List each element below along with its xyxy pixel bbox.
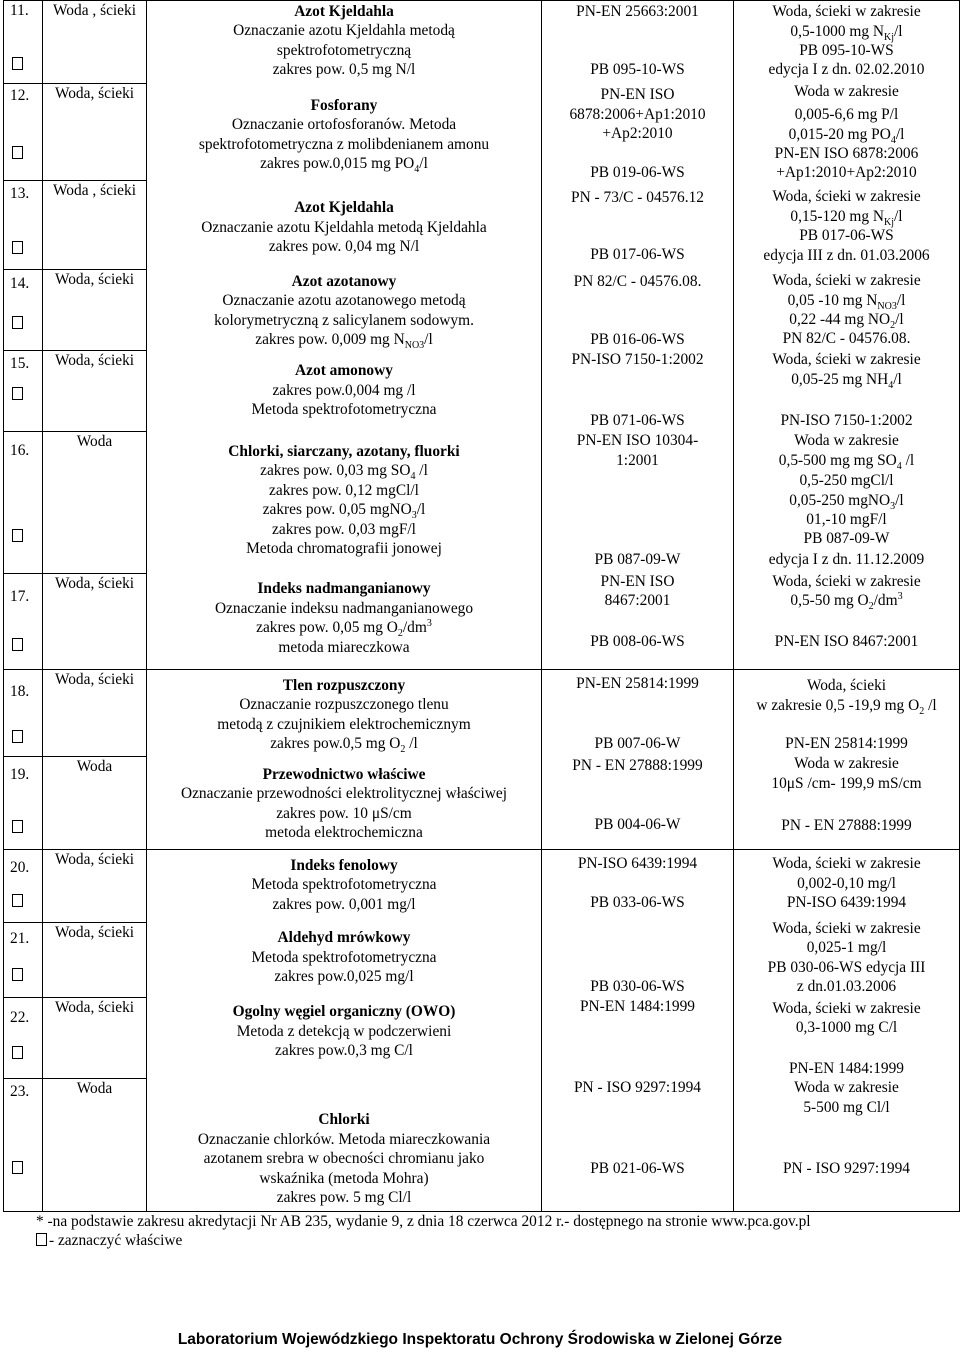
method-title: Przewodnictwo właściwe (262, 766, 426, 783)
page-footer: Laboratorium Wojewódzkiego Inspektoratu Ochrony Środowiska w Zielonej Górze (177, 1331, 783, 1348)
standard-line: PB 004-06-W (594, 816, 681, 833)
method-line: Oznaczanie rozpuszczonego tlenu (239, 696, 449, 713)
table-row (4, 850, 960, 923)
standard-line: PN-ISO 7150-1:2002 (571, 351, 704, 368)
method-title: Azot amonowy (295, 362, 393, 379)
checkbox[interactable] (12, 1046, 23, 1059)
standard-line: PN 82/C - 04576.08. (573, 273, 702, 290)
standard-line: 8467:2001 (604, 592, 671, 609)
checkbox[interactable] (12, 820, 23, 833)
material: Woda, ścieki (54, 999, 135, 1016)
method-line: Metoda spektrofotometryczna (251, 876, 437, 893)
standard-line: PB 071-06-WS (590, 412, 685, 429)
range-cell-group-c (734, 850, 960, 1212)
material: Woda (76, 433, 113, 450)
range-cell-group-b (734, 670, 960, 850)
standard-line: PB 095-10-WS (590, 61, 685, 78)
material: Woda, ścieki (54, 924, 135, 941)
range-cell-group-a (734, 1, 960, 670)
method-line: metoda miareczkowa (278, 639, 410, 656)
range-line: PN-EN 1484:1999 (788, 1060, 904, 1077)
checkbox[interactable] (12, 730, 23, 743)
range-line: 0,5-1000 mg $N_{Kj}/l$ (790, 23, 903, 44)
range-line: 5-500 mg Cl/l (803, 1099, 890, 1116)
range-line: 0,05-250 mgNO$_3$/l (789, 492, 904, 513)
checkbox[interactable] (12, 316, 23, 329)
footnote-accreditation: * -na podstawie zakresu akredytacji Nr AB 235, wydanie 9, z dnia 18 czerwca 2012 r.- dostępnego na stronie www.pca.gov.pl (36, 1213, 811, 1230)
checkbox[interactable] (12, 638, 23, 651)
standard-line: PB 007-06-W (594, 735, 681, 752)
range-line: PN-EN ISO 6878:2006 (774, 145, 919, 162)
range-line: Woda, ścieki w zakresie (772, 272, 921, 289)
method-line: zakres pow. 0,5 mg N/l (272, 61, 416, 78)
range-line: PN - EN 27888:1999 (781, 817, 912, 834)
standard-line: PN - ISO 9297:1994 (574, 1079, 701, 1096)
range-line: z dn.01.03.2006 (796, 978, 897, 995)
range-line: 0,05-25 mg $NH_4/l$ (791, 371, 902, 392)
range-line: PN 82/C - 04576.08. (782, 330, 911, 347)
method-title: Chlorki (318, 1111, 370, 1128)
row-number: 17. (10, 588, 30, 605)
row-number: 14. (10, 275, 30, 292)
material: Woda, ścieki (54, 851, 135, 868)
standard-line: PB 019-06-WS (590, 164, 685, 181)
range-line: PB 087-09-W (803, 530, 890, 547)
range-line: PN-ISO 7150-1:2002 (780, 412, 913, 429)
footnote-checkbox-text: - zaznaczyć właściwe (49, 1232, 183, 1249)
standard-cell-group-a (542, 1, 734, 670)
range-line: PN-EN ISO 8467:2001 (774, 633, 919, 650)
range-line: PN-ISO 6439:1994 (786, 894, 907, 911)
method-line: zakres pow.0,3 mg C/l (275, 1042, 413, 1059)
checkbox[interactable] (12, 241, 23, 254)
range-line: 0,025-1 mg/l (806, 939, 887, 956)
range-line: Woda w zakresie (794, 432, 899, 449)
standard-line: PN-EN 25814:1999 (576, 675, 699, 692)
standard-line: +Ap2:2010 (602, 125, 673, 142)
row-number: 20. (10, 859, 30, 876)
method-title: Azot Kjeldahla (294, 199, 394, 216)
method-line: zakres pow.0,015 mg $PO_4/l$ (260, 155, 428, 176)
range-line: Woda, ścieki w zakresie (772, 351, 921, 368)
material: Woda, ścieki (54, 271, 135, 288)
checkbox[interactable] (12, 1161, 23, 1174)
method-line: Oznaczanie indeksu nadmanganianowego (214, 600, 474, 617)
method-cell-group-c (147, 850, 542, 1212)
checkbox[interactable] (12, 894, 23, 907)
range-line: Woda, ścieki w zakresie (772, 188, 921, 205)
range-line: 0,3-1000 mg C/l (795, 1019, 898, 1036)
range-line: Woda, ścieki w zakresie (772, 855, 921, 872)
range-line: PN-EN 25814:1999 (785, 735, 908, 752)
method-line: zakres pow.0,5 mg $O_2$ /l (270, 735, 418, 756)
method-line: zakres pow. 0,03 mgF/l (272, 521, 416, 538)
method-title: Fosforany (310, 97, 378, 114)
range-line: Woda, ścieki (806, 677, 887, 694)
standard-line: PN-EN ISO 10304- (576, 432, 699, 449)
method-title: Azot Kjeldahla (294, 3, 394, 20)
range-line: PB 095-10-WS (799, 42, 894, 59)
range-line: w zakresie 0,5 -19,9 mg $O_2$ /l (756, 697, 937, 718)
method-line: Oznaczanie azotu Kjeldahla metodą (233, 22, 455, 39)
method-line: Metoda spektrofotometryczna (251, 949, 437, 966)
row-number: 15. (10, 355, 30, 372)
standard-line: PN - 73/C - 04576.12 (571, 189, 704, 206)
range-line: Woda w zakresie (794, 83, 899, 100)
method-line: azotanem srebra w obecności chromianu jako (203, 1150, 485, 1167)
standard-cell-group-c (542, 850, 734, 1212)
method-cell-group-a (147, 1, 542, 670)
range-line: 0,22 -44 mg $NO_2/l$ (789, 311, 904, 332)
range-line: PB 017-06-WS (799, 227, 894, 244)
standard-line: PN-EN ISO (600, 86, 675, 103)
method-title: Tlen rozpuszczony (282, 677, 406, 694)
method-line: Metoda chromatografii jonowej (246, 540, 442, 557)
method-line: kolorymetryczną z salicylanem sodowym. (214, 312, 474, 329)
method-line: Oznaczanie azotu Kjeldahla metodą Kjeldahla (201, 219, 487, 236)
row-number: 19. (10, 766, 30, 783)
method-line: Oznaczanie chlorków. Metoda miareczkowania (197, 1131, 491, 1148)
material: Woda (76, 1080, 113, 1097)
footnote-checkbox-note (36, 1231, 811, 1250)
range-line: edycja I z dn. 11.12.2009 (768, 551, 925, 568)
method-line: Oznaczanie azotu azotanowego metodą (222, 292, 466, 309)
standard-line: PB 033-06-WS (590, 894, 685, 911)
standard-line: PB 030-06-WS (590, 978, 685, 995)
method-line: zakres pow.0,004 mg /l (272, 382, 416, 399)
standard-line: 1:2001 (616, 452, 659, 469)
material: Woda, ścieki (54, 352, 135, 369)
method-line: metoda elektrochemiczna (265, 824, 423, 841)
method-line: Metoda z detekcją w podczerwieni (236, 1023, 452, 1040)
standard-line: PB 087-09-W (594, 551, 681, 568)
table-row (4, 670, 960, 757)
checkbox[interactable] (12, 529, 23, 542)
method-line: spektrofotometryczna z molibdenianem amonu (198, 136, 490, 153)
standard-line: PN-ISO 6439:1994 (577, 855, 698, 872)
row-number: 18. (10, 683, 30, 700)
range-line: Woda, ścieki w zakresie (772, 573, 921, 590)
method-line: metodą z czujnikiem elektrochemicznym (217, 716, 471, 733)
method-line: Metoda spektrofotometryczna (251, 401, 437, 418)
range-line: Woda w zakresie (794, 755, 899, 772)
method-title: Ogolny węgiel organiczny (OWO) (232, 1003, 456, 1020)
range-line: Woda, ścieki w zakresie (772, 3, 921, 20)
material: Woda, ścieki (54, 575, 135, 592)
method-title: Indeks nadmanganianowy (257, 580, 431, 597)
method-title: Azot azotanowy (291, 273, 397, 290)
row-number: 13. (10, 185, 30, 202)
material: Woda , ścieki (53, 2, 136, 19)
range-line: edycja I z dn. 02.02.2010 (768, 61, 925, 78)
material: Woda , ścieki (53, 182, 136, 199)
method-line: zakres pow. 10 μS/cm (276, 805, 412, 822)
method-title: Indeks fenolowy (290, 857, 398, 874)
range-line: 0,015-20 mg $PO_4/l$ (788, 126, 905, 147)
row-number-cell (4, 1, 43, 84)
checkbox[interactable] (12, 968, 23, 981)
standard-line: PB 008-06-WS (590, 633, 685, 650)
method-line: Oznaczanie przewodności elektrolitycznej właściwej (180, 785, 508, 802)
range-line: Woda w zakresie (794, 1079, 899, 1096)
standard-line: PB 017-06-WS (590, 246, 685, 263)
method-line: zakres pow. 0,05 mgNO$_3$/l (262, 501, 426, 522)
accreditation-table (3, 0, 960, 1212)
checkbox[interactable] (12, 387, 23, 400)
standard-line: PN - EN 27888:1999 (572, 757, 703, 774)
range-line: Woda, ścieki w zakresie (772, 1000, 921, 1017)
range-line: PB 030-06-WS edycja III (767, 959, 926, 976)
material: Woda, ścieki (54, 85, 135, 102)
method-cell-group-b (147, 670, 542, 850)
range-line: 0,5-250 mgCl/l (799, 472, 894, 489)
row-number: 22. (10, 1009, 30, 1026)
checkbox[interactable] (12, 146, 23, 159)
method-line: zakres pow. 0,12 mgCl/l (269, 482, 419, 499)
range-line: +Ap1:2010+Ap2:2010 (776, 164, 917, 181)
standard-line: PN-EN 1484:1999 (579, 998, 695, 1015)
range-line: 0,002-0,10 mg/l (797, 875, 896, 892)
row-number: 11. (10, 2, 29, 19)
method-line: zakres pow. 0,03 mg $SO_4$ /l (260, 462, 428, 483)
material: Woda, ścieki (54, 671, 135, 688)
standard-line: PB 016-06-WS (590, 331, 685, 348)
checkbox-legend-icon (36, 1233, 47, 1246)
range-line: 01,-10 mgF/l (806, 511, 887, 528)
table-row (4, 1, 960, 84)
range-line: 0,5-500 mg mg $SO_4$ /l (778, 452, 915, 473)
standard-line: PN-EN ISO (600, 573, 675, 590)
method-line: zakres pow.0,025 mg/l (274, 968, 414, 985)
range-line: 0,005-6,6 mg P/l (794, 106, 899, 123)
row-number: 23. (10, 1083, 30, 1100)
method-line: zakres pow. 0,05 mg $O_2/dm^3$ (256, 617, 432, 640)
row-number: 12. (10, 87, 30, 104)
range-line: 0,5-50 mg $O_2/dm^3$ (790, 590, 903, 613)
standard-line: PN-EN 25663:2001 (576, 3, 699, 20)
method-line: zakres pow. 0,001 mg/l (272, 896, 416, 913)
material: Woda (76, 758, 113, 775)
method-line: zakres pow. 5 mg Cl/l (276, 1189, 412, 1206)
method-title: Aldehyd mrówkowy (277, 929, 411, 946)
range-line: 0,15-120 mg $N_{Kj}/l$ (790, 208, 903, 229)
method-line: zakres pow. 0,04 mg N/l (268, 238, 420, 255)
row-number: 21. (10, 930, 30, 947)
standard-cell-group-b (542, 670, 734, 850)
method-line: spektrofotometryczną (276, 42, 412, 59)
range-line: 0,05 -10 mg $N_{NO3}/l$ (787, 292, 906, 313)
range-line: PN - ISO 9297:1994 (783, 1160, 910, 1177)
footnote (36, 1212, 811, 1250)
method-line: Oznaczanie ortofosforanów. Metoda (231, 116, 457, 133)
material-cell (43, 1, 147, 84)
range-line: 10μS /cm- 199,9 mS/cm (771, 775, 922, 792)
standard-line: PB 021-06-WS (590, 1160, 685, 1177)
range-line: edycja III z dn. 01.03.2006 (763, 247, 930, 264)
checkbox[interactable] (12, 57, 23, 70)
method-line: wskaźnika (metoda Mohra) (259, 1170, 429, 1187)
row-number: 16. (10, 442, 30, 459)
standard-line: 6878:2006+Ap1:2010 (569, 106, 706, 123)
method-title: Chlorki, siarczany, azotany, fluorki (228, 443, 460, 460)
method-line: zakres pow. 0,009 mg $N_{NO3}/l$ (255, 331, 433, 352)
range-line: Woda, ścieki w zakresie (772, 920, 921, 937)
